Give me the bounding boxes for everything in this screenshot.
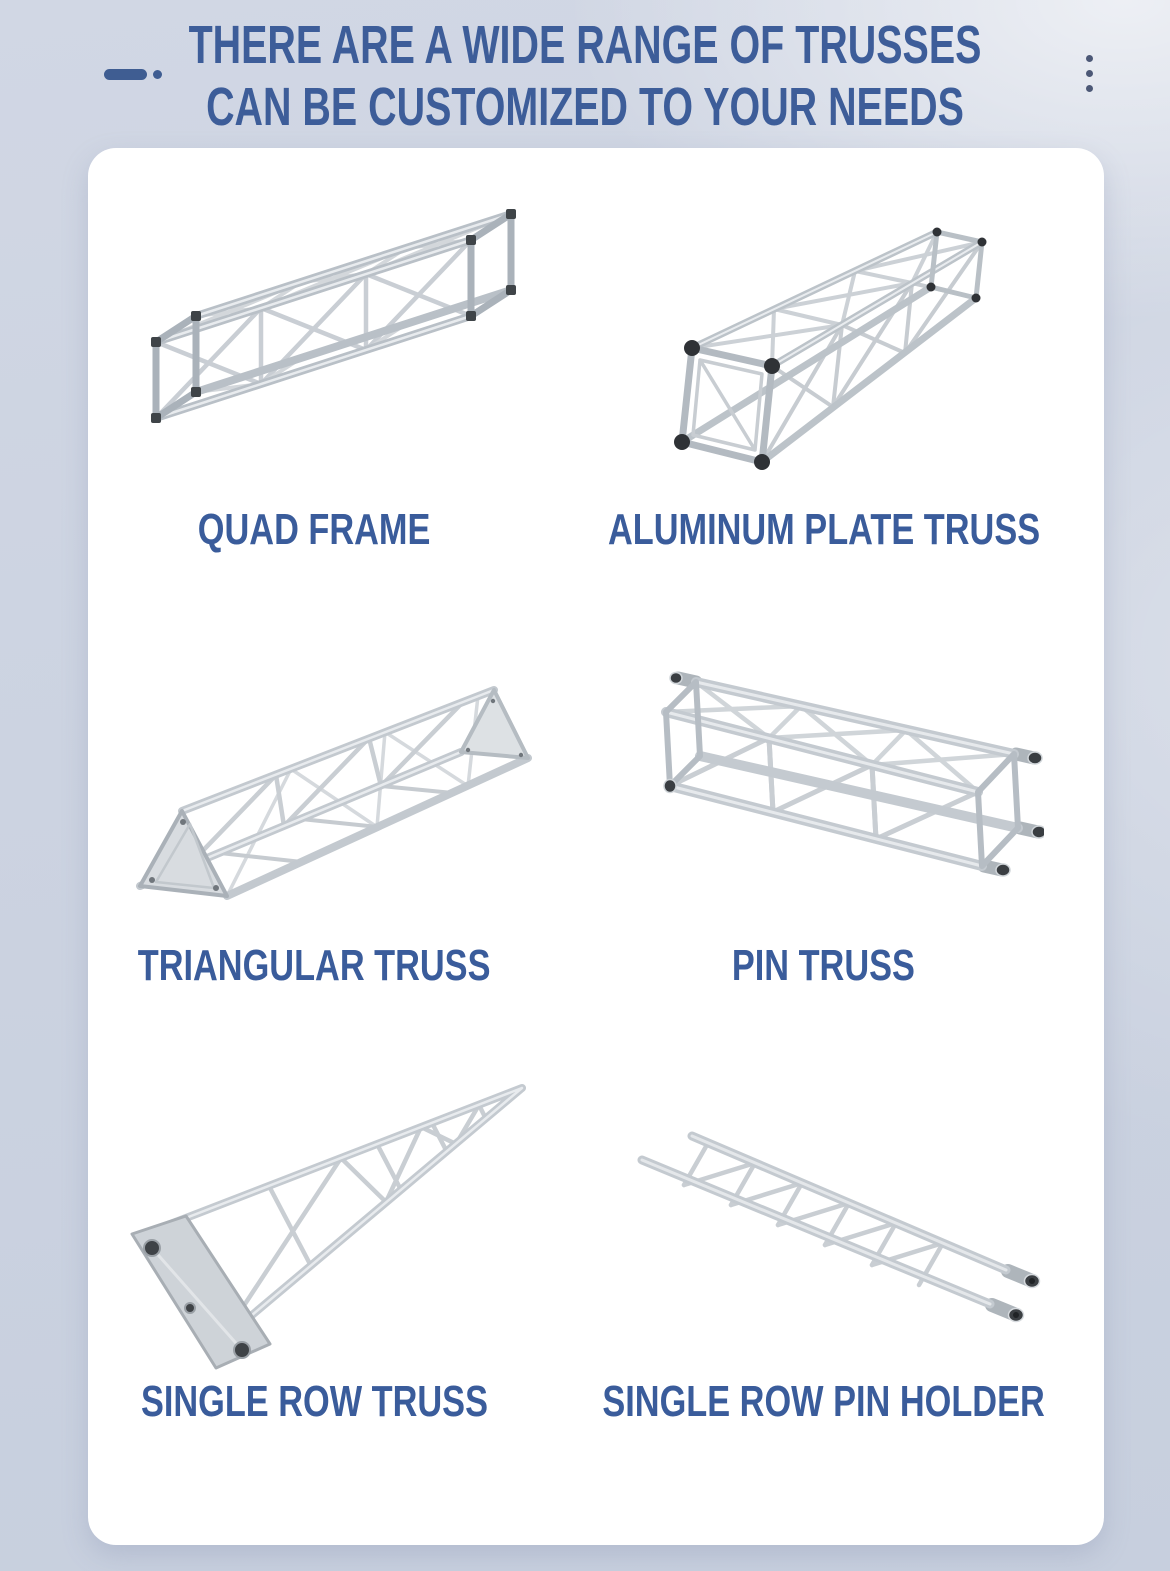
single-row-pin-holder-image bbox=[604, 1042, 1044, 1372]
product-label: ALUMINUM PLATE TRUSS bbox=[607, 505, 1040, 554]
product-label: TRIANGULAR TRUSS bbox=[137, 941, 491, 990]
product-cell-triangular-truss bbox=[88, 606, 540, 1042]
product-label: PIN TRUSS bbox=[732, 941, 916, 990]
product-label: SINGLE ROW TRUSS bbox=[140, 1377, 488, 1426]
product-cell-single-row-truss bbox=[88, 1042, 540, 1478]
product-cell-aluminum-plate-truss bbox=[540, 170, 1107, 606]
product-cell-pin-truss bbox=[540, 606, 1107, 1042]
aluminum-plate-truss-image bbox=[604, 170, 1044, 500]
page-title bbox=[0, 14, 1170, 138]
single-row-truss-image bbox=[94, 1042, 534, 1372]
product-card bbox=[88, 148, 1104, 1545]
product-cell-quad-frame bbox=[88, 170, 540, 606]
product-cell-single-row-pin-holder bbox=[540, 1042, 1107, 1478]
product-label: QUAD FRAME bbox=[197, 505, 431, 554]
quad-frame-image bbox=[94, 170, 534, 500]
page-title-line1: THERE ARE A WIDE RANGE OF TRUSSES bbox=[188, 15, 982, 75]
product-label: SINGLE ROW PIN HOLDER bbox=[602, 1377, 1045, 1426]
pin-truss-image bbox=[604, 606, 1044, 936]
page-title-line2: CAN BE CUSTOMIZED TO YOUR NEEDS bbox=[206, 77, 964, 137]
triangular-truss-image bbox=[94, 606, 534, 936]
